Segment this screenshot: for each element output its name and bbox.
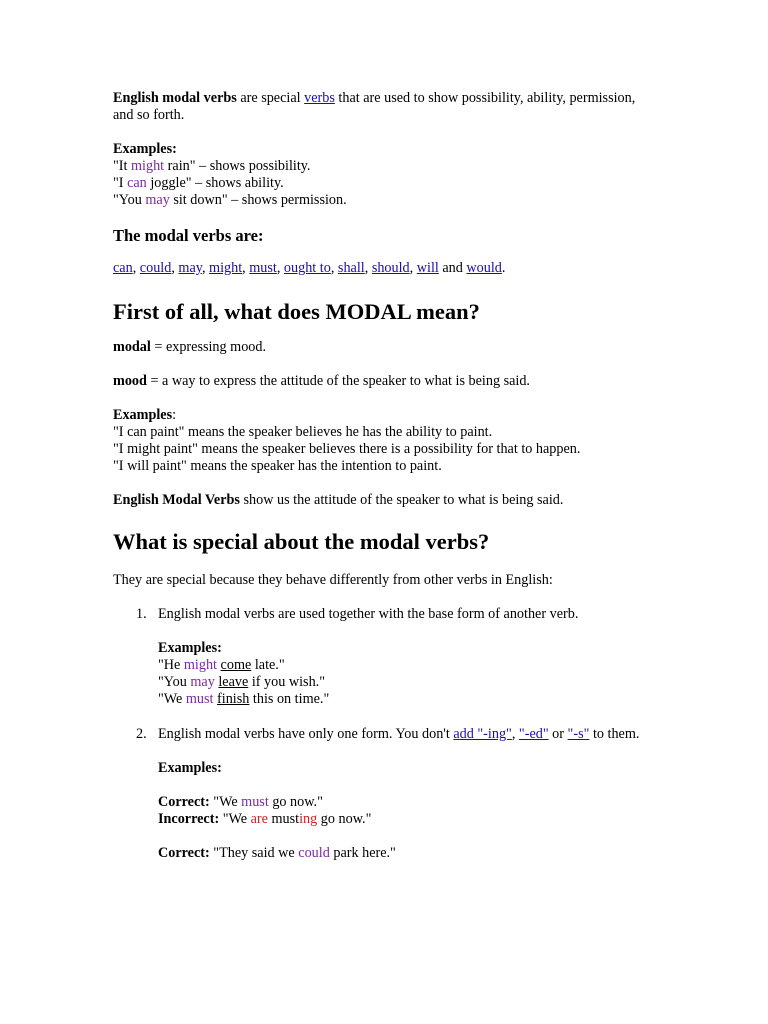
intro-text-2: that are used to show possibility, ability, permission, and so forth. [113,90,636,123]
correct-label: Correct: [158,845,210,861]
modal-verbs-heading: The modal verbs are: [113,226,264,245]
example-line: "You may leave if you wish." [158,674,326,690]
modal-highlight: might [131,158,165,174]
summary-paragraph: English Modal Verbs show us the attitude of the speaker to what is being said. [113,492,564,508]
modal-highlight: may [190,674,215,690]
list-number: 2. [136,726,147,742]
link-shall[interactable]: shall [337,260,365,276]
error-highlight: are [250,811,268,827]
section-heading-special: What is special about the modal verbs? [113,529,490,554]
list-number: 1. [136,606,147,622]
example-line: "I can joggle" – shows ability. [113,175,284,191]
section-heading-modal-meaning: First of all, what does MODAL mean? [113,299,480,324]
s-link[interactable]: "-s" [567,726,590,742]
example-line: "I can paint" means the speaker believes he has the ability to paint. [113,424,493,440]
link-should[interactable]: should [371,260,410,276]
example-line: "I might paint" means the speaker believes there is a possibility for that to happen. [113,441,581,457]
verbs-link[interactable]: verbs [304,90,335,106]
link-must[interactable]: must [249,260,277,276]
modal-highlight: must [241,794,269,810]
examples-block-2: Examples: "I can paint" means the speaker believes he has the ability to paint. "I might paint" means the speaker believes there is a possibility for that to happen. "I will paint" means the speaker has the intention to paint. [113,407,653,475]
link-can[interactable]: can [113,260,133,276]
examples-heading-4: Examples: [158,760,222,776]
intro-paragraph [113,90,653,124]
modal-highlight: must [185,691,214,707]
special-list [113,606,653,862]
list-item-text: English modal verbs have only one form. You don't add "-ing", "-ed" or "-s" to them. [158,726,640,742]
modal-verbs-list: can, could, may, might, must, ought to, shall, should, will and would. [113,260,506,276]
incorrect-example: Incorrect: "We are musting go now." [158,811,372,827]
list-item [113,606,653,708]
example-line: "We must finish this on time." [158,691,330,707]
modal-highlight: might [183,657,217,673]
link-may[interactable]: may [178,260,202,276]
examples-block-1 [113,141,653,209]
intro-bold: English modal verbs [113,90,237,106]
base-verb: finish [217,691,250,707]
examples-heading-3: Examples: [158,640,222,656]
summary-bold: English Modal Verbs [113,492,240,508]
modal-term: modal [113,339,151,355]
modal-highlight: can [127,175,147,191]
list-item-text: English modal verbs are used together with the base form of another verb. [158,606,579,622]
mood-definition: mood = a way to express the attitude of the speaker to what is being said. [113,373,530,389]
article-content [113,90,653,862]
ed-link[interactable]: "-ed" [518,726,549,742]
correct-label: Correct: [158,794,210,810]
example-line: "I will paint" means the speaker has the intention to paint. [113,458,442,474]
link-ought-to[interactable]: ought to [283,260,331,276]
link-would[interactable]: would [466,260,502,276]
base-verb: come [220,657,252,673]
list-item [113,726,653,862]
intro-text-1: are special [236,90,305,106]
correct-example: Correct: "They said we could park here." [158,845,396,861]
correct-example: Correct: "We must go now." [158,794,323,810]
add-ing-link[interactable]: add "-ing" [453,726,512,742]
example-line: "You may sit down" – shows permission. [113,192,347,208]
example-line: "It might rain" – shows possibility. [113,158,311,174]
examples-heading-1: Examples: [113,141,177,157]
special-intro: They are special because they behave differently from other verbs in English: [113,572,553,588]
modal-highlight: may [145,192,170,208]
mood-term: mood [113,373,147,389]
link-will[interactable]: will [416,260,439,276]
link-might[interactable]: might [209,260,243,276]
example-line: "He might come late." [158,657,285,673]
base-verb: leave [218,674,249,690]
error-highlight: ing [299,811,318,827]
examples-heading-2: Examples [113,407,173,423]
incorrect-label: Incorrect: [158,811,220,827]
modal-highlight: could [298,845,330,861]
link-could[interactable]: could [139,260,172,276]
modal-definition: modal = expressing mood. [113,339,267,355]
